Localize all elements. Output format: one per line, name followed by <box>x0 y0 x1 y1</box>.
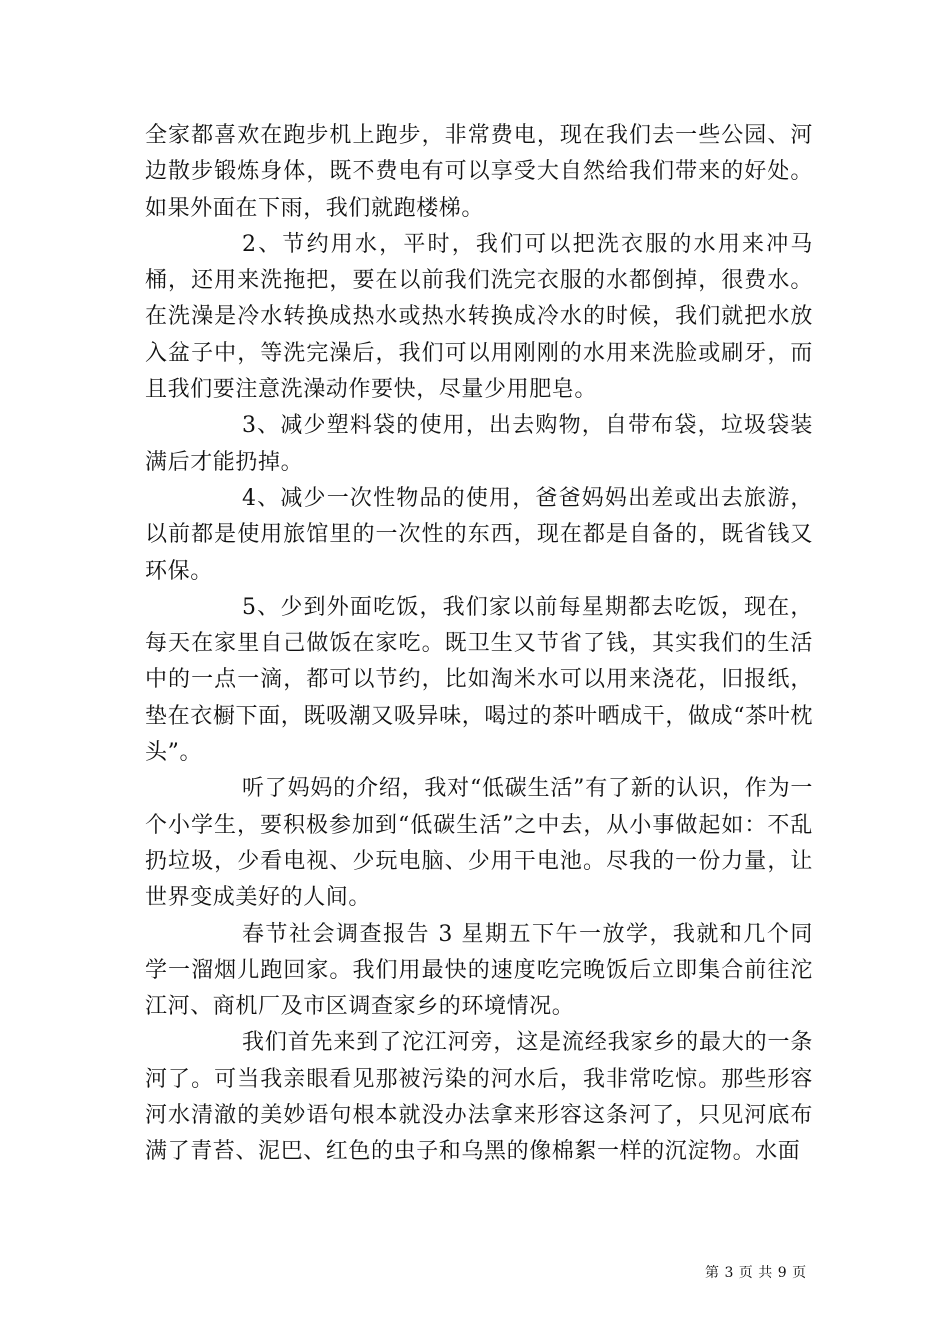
page-number-footer: 第 3 页 共 9 页 <box>705 1265 807 1281</box>
paragraph-5: 5、少到外面吃饭，我们家以前每星期都去吃饭，现在，每天在家里自己做饭在家吃。既卫生又节省了钱，其实我们的生活中的一点一滴，都可以节约，比如淘米水可以用来浇花，旧报纸，垫在衣橱下面，既吸潮又吸异味，喝过的茶叶晒成干，做成“茶叶枕头”。 <box>145 594 813 766</box>
paragraph-3: 3、减少塑料袋的使用，出去购物，自带布袋，垃圾袋装满后才能扔掉。 <box>145 413 813 475</box>
paragraph-7: 春节社会调查报告 3 星期五下午一放学，我就和几个同学一溜烟儿跑回家。我们用最快的速度吃完晚饭后立即集合前往沱江河、商机厂及市区调查家乡的环境情况。 <box>145 921 813 1020</box>
paragraph-2: 2、节约用水，平时，我们可以把洗衣服的水用来冲马桶，还用来洗拖把，要在以前我们洗完衣服的水都倒掉，很费水。在洗澡是冷水转换成热水或热水转换成冷水的时候，我们就把水放入盆子中，等洗完澡后，我们可以用刚刚的水用来洗脸或刷牙，而且我们要注意洗澡动作要快，尽量少用肥皂。 <box>145 231 813 403</box>
document-body <box>145 118 813 1171</box>
paragraph-1: 全家都喜欢在跑步机上跑步，非常费电，现在我们去一些公园、河边散步锻炼身体，既不费电有可以享受大自然给我们带来的好处。如果外面在下雨，我们就跑楼梯。 <box>145 123 813 221</box>
paragraph-6: 听了妈妈的介绍，我对“低碳生活”有了新的认识，作为一个小学生，要积极参加到“低碳生活”之中去，从小事做起如：不乱扔垃圾，少看电视、少玩电脑、少用干电池。尽我的一份力量，让世界变成美好的人间。 <box>145 776 813 911</box>
paragraph-8: 我们首先来到了沱江河旁，这是流经我家乡的最大的一条河了。可当我亲眼看见那被污染的河水后，我非常吃惊。那些形容河水清澈的美妙语句根本就没办法拿来形容这条河了，只见河底布满了青苔、泥巴、红色的虫子和乌黑的像棉絮一样的沉淀物。水面 <box>145 1030 813 1165</box>
paragraph-4: 4、减少一次性物品的使用，爸爸妈妈出差或出去旅游，以前都是使用旅馆里的一次性的东西，现在都是自备的，既省钱又环保。 <box>145 485 813 584</box>
